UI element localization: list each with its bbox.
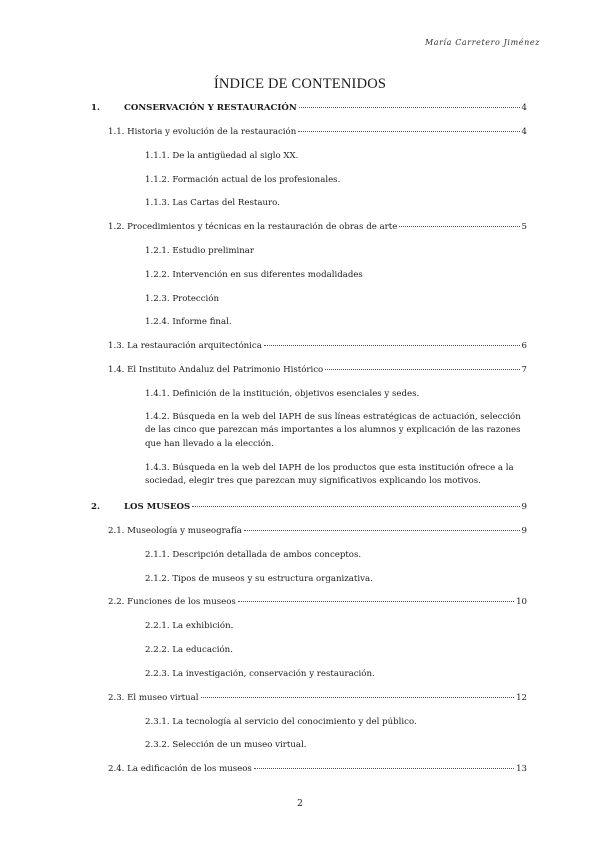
running-header-author: María Carretero Jiménez bbox=[424, 38, 540, 47]
toc-subsection-1-1-2[interactable]: 1.1.2. Formación actual de los profesionales. bbox=[145, 175, 341, 185]
dot-leader bbox=[238, 601, 514, 602]
chapter-number: 1. bbox=[91, 103, 100, 113]
page-ref: 5 bbox=[521, 222, 527, 232]
page-ref: 9 bbox=[521, 526, 527, 536]
dot-leader bbox=[264, 345, 520, 346]
section-label: 2.1. Museología y museografía bbox=[108, 526, 242, 536]
dot-leader bbox=[299, 107, 520, 108]
toc-subsection-1-2-4[interactable]: 1.2.4. Informe final. bbox=[145, 317, 232, 327]
dot-leader bbox=[192, 506, 519, 507]
section-label: 2.4. La edificación de los museos bbox=[108, 764, 252, 774]
section-label: 2.2. Funciones de los museos bbox=[108, 597, 236, 607]
toc-subsection-1-2-1[interactable]: 1.2.1. Estudio preliminar bbox=[145, 246, 255, 256]
page-ref: 4 bbox=[521, 127, 527, 137]
toc-section-2-3[interactable] bbox=[108, 692, 527, 705]
toc-subsection-1-2-3[interactable]: 1.2.3. Protección bbox=[145, 294, 220, 304]
toc-subsection-2-1-1[interactable]: 2.1.1. Descripción detallada de ambos conceptos. bbox=[145, 550, 362, 560]
toc-section-1-3[interactable] bbox=[108, 340, 527, 353]
page-ref: 10 bbox=[516, 597, 527, 607]
page-ref: 4 bbox=[521, 103, 527, 113]
dot-leader bbox=[244, 530, 520, 531]
toc-subsection-2-1-2[interactable]: 2.1.2. Tipos de museos y su estructura organizativa. bbox=[145, 574, 373, 584]
toc-subsection-1-2-2[interactable]: 1.2.2. Intervención en sus diferentes modalidades bbox=[145, 270, 363, 280]
chapter-label: LOS MUSEOS bbox=[124, 502, 191, 512]
toc-chapter-2[interactable] bbox=[91, 501, 527, 514]
page-title: ÍNDICE DE CONTENIDOS bbox=[213, 76, 387, 92]
toc-section-2-4[interactable] bbox=[108, 763, 527, 776]
section-label: 1.2. Procedimientos y técnicas en la restauración de obras de arte bbox=[108, 222, 398, 232]
toc-subsection-1-4-1[interactable]: 1.4.1. Definición de la institución, objetivos esenciales y sedes. bbox=[145, 389, 420, 399]
toc-section-1-1[interactable] bbox=[108, 126, 527, 139]
dot-leader bbox=[399, 226, 519, 227]
toc-section-1-2[interactable] bbox=[108, 221, 527, 234]
toc-subsection-2-2-2[interactable]: 2.2.2. La educación. bbox=[145, 645, 233, 655]
chapter-label: CONSERVACIÓN Y RESTAURACIÓN bbox=[124, 103, 297, 113]
page-ref: 9 bbox=[521, 502, 527, 512]
toc-subsection-1-4-3[interactable]: 1.4.3. Búsqueda en la web del IAPH de los productos que esta institución ofrece a la sociedad, elegir tres que parezcan muy significativos explicando los motivos. bbox=[145, 463, 514, 487]
section-label: 1.4. El Instituto Andaluz del Patrimonio Histórico bbox=[108, 365, 324, 375]
page-ref: 6 bbox=[521, 341, 527, 351]
toc-subsection-2-2-1[interactable]: 2.2.1. La exhibición. bbox=[145, 621, 234, 631]
chapter-number: 2. bbox=[91, 502, 100, 512]
toc-subsection-2-2-3[interactable]: 2.2.3. La investigación, conservación y restauración. bbox=[145, 669, 375, 679]
dot-leader bbox=[298, 131, 519, 132]
section-label: 2.3. El museo virtual bbox=[108, 693, 199, 703]
page-ref: 13 bbox=[516, 764, 527, 774]
toc-chapter-1[interactable] bbox=[91, 102, 527, 115]
page-ref: 12 bbox=[516, 693, 527, 703]
toc-subsection-1-1-3[interactable]: 1.1.3. Las Cartas del Restauro. bbox=[145, 198, 280, 208]
toc-subsection-2-3-1[interactable]: 2.3.1. La tecnología al servicio del conocimiento y del público. bbox=[145, 717, 417, 727]
toc-section-1-4[interactable] bbox=[108, 364, 527, 377]
toc-subsection-1-4-2[interactable]: 1.4.2. Búsqueda en la web del IAPH de sus líneas estratégicas de actuación, selección de las cinco que parezcan más importantes a los alumnos y explicación de las razones que han llevado a la elección. bbox=[145, 412, 521, 449]
toc-section-2-1[interactable] bbox=[108, 525, 527, 538]
page-number: 2 bbox=[297, 799, 303, 809]
section-label: 1.3. La restauración arquitectónica bbox=[108, 341, 262, 351]
dot-leader bbox=[325, 369, 519, 370]
page-ref: 7 bbox=[521, 365, 527, 375]
dot-leader bbox=[201, 697, 515, 698]
dot-leader bbox=[254, 768, 514, 769]
toc-subsection-1-1-1[interactable]: 1.1.1. De la antigüedad al siglo XX. bbox=[145, 151, 299, 161]
toc-subsection-2-3-2[interactable]: 2.3.2. Selección de un museo virtual. bbox=[145, 740, 307, 750]
toc-section-2-2[interactable] bbox=[108, 596, 527, 609]
section-label: 1.1. Historia y evolución de la restauración bbox=[108, 127, 297, 137]
